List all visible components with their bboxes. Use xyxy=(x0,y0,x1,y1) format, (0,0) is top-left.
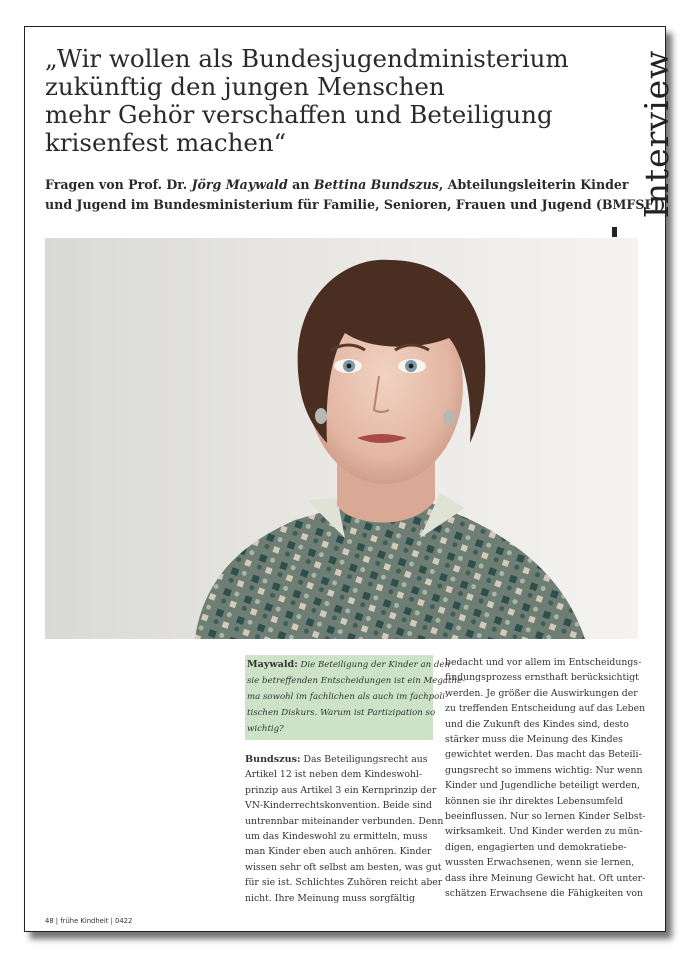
section-label xyxy=(607,37,676,237)
headline-line: zukünftig den jungen Menschen xyxy=(45,72,445,101)
interviewee-name: Bettina Bundszus xyxy=(313,177,439,192)
subhead-line-1 xyxy=(45,177,629,192)
question-line: ma sowohl im fachlichen als auch im fachpoli- xyxy=(247,692,448,702)
answer-line: können sie ihr direktes Lebensumfeld xyxy=(445,795,624,807)
answer-line: prinzip aus Artikel 3 ein Kernprinzip der xyxy=(245,784,437,796)
subhead-suffix: , Abteilungsleiterin Kinder xyxy=(438,177,629,192)
answer-first-line: Das Beteiligungsrecht aus xyxy=(303,754,428,765)
question-line: wichtig? xyxy=(247,724,284,734)
interviewer-name: Jörg Maywald xyxy=(191,177,288,192)
text-column-left xyxy=(245,655,465,906)
answer-line: untrennbar miteinander verbunden. Denn xyxy=(245,815,444,827)
answer-speaker: Bundszus: xyxy=(245,754,301,765)
answer-line: beeinflussen. Nur so lernen Kinder Selbst- xyxy=(445,811,646,823)
subhead-mid: an xyxy=(292,177,310,192)
answer-line: um das Kindeswohl zu ermitteln, muss xyxy=(245,831,428,843)
answer-line: wissen sehr oft selbst am besten, was gut xyxy=(245,861,442,873)
subhead-prefix: Fragen von Prof. Dr. xyxy=(45,177,188,192)
interview-answer xyxy=(245,752,444,906)
portrait-photo xyxy=(45,238,638,639)
answer-line: dass ihre Meinung Gewicht hat. Oft unter- xyxy=(445,872,646,884)
answer-line: VN-Kinderrechtskonvention. Beide sind xyxy=(245,800,433,812)
question-line: sie betreffenden Entscheidungen ist ein Megathe- xyxy=(247,676,465,686)
answer-line: wirksamkeit. Und Kinder werden zu mün- xyxy=(445,826,643,838)
question-line xyxy=(247,657,451,673)
headline-line: mehr Gehör verschaffen und Beteiligung xyxy=(45,100,553,129)
answer-line xyxy=(245,752,433,767)
answer-line: Artikel 12 ist neben dem Kindeswohl- xyxy=(245,769,423,781)
page-footer: 48 | frühe Kindheit | 0422 xyxy=(45,917,133,925)
answer-line: bedacht und vor allem im Entscheidungs- xyxy=(445,657,642,668)
answer-line: schätzen Erwachsene die Fähigkeiten von xyxy=(445,888,644,900)
section-label-text: Interview xyxy=(637,49,676,219)
question-line: tischen Diskurs. Warum ist Partizipation so xyxy=(247,708,436,718)
answer-line: zu treffenden Entscheidung auf das Leben xyxy=(445,703,646,715)
answer-line: und die Zukunft des Kindes sind, desto xyxy=(445,718,629,730)
answer-line: stärker muss die Meinung des Kindes xyxy=(445,734,623,746)
section-label-bar xyxy=(612,227,617,237)
headline-line: „Wir wollen als Bundesjugendministerium xyxy=(45,44,569,73)
answer-line: gungsrecht so immens wichtig: Nur wenn xyxy=(445,764,643,776)
headline-line: krisenfest machen“ xyxy=(45,128,287,157)
answer-line: nicht. Ihre Meinung muss sorgfältig xyxy=(245,892,415,904)
answer-line: werden. Je größer die Auswirkungen der xyxy=(445,687,638,699)
text-column-right xyxy=(445,655,646,902)
answer-line: findungsprozess ernsthaft berücksichtigt xyxy=(445,672,639,684)
answer-line: man Kinder eben auch anhören. Kinder xyxy=(245,846,432,858)
article-headline xyxy=(45,45,605,157)
question-text: Die Beteiligung der Kinder an den xyxy=(300,660,451,670)
answer-line: für sie ist. Schlichtes Zuhören reicht aber xyxy=(245,877,443,889)
subhead-line-2: und Jugend im Bundesministerium für Familie, Senioren, Frauen und Jugend (BMFSFJ) xyxy=(45,197,666,212)
interview-question xyxy=(245,655,465,740)
article-subheading xyxy=(45,175,666,215)
answer-line: gewichtet werden. Das macht das Beteili- xyxy=(445,749,642,761)
question-speaker: Maywald: xyxy=(247,659,298,670)
answer-line: Kinder und Jugendliche beteiligt werden, xyxy=(445,780,640,792)
answer-line: digen, engagierten und demokratiebe- xyxy=(445,841,627,853)
answer-line: wussten Erwachsenen, wenn sie lernen, xyxy=(445,857,635,869)
magazine-page xyxy=(24,26,676,932)
portrait-illustration xyxy=(45,238,638,639)
